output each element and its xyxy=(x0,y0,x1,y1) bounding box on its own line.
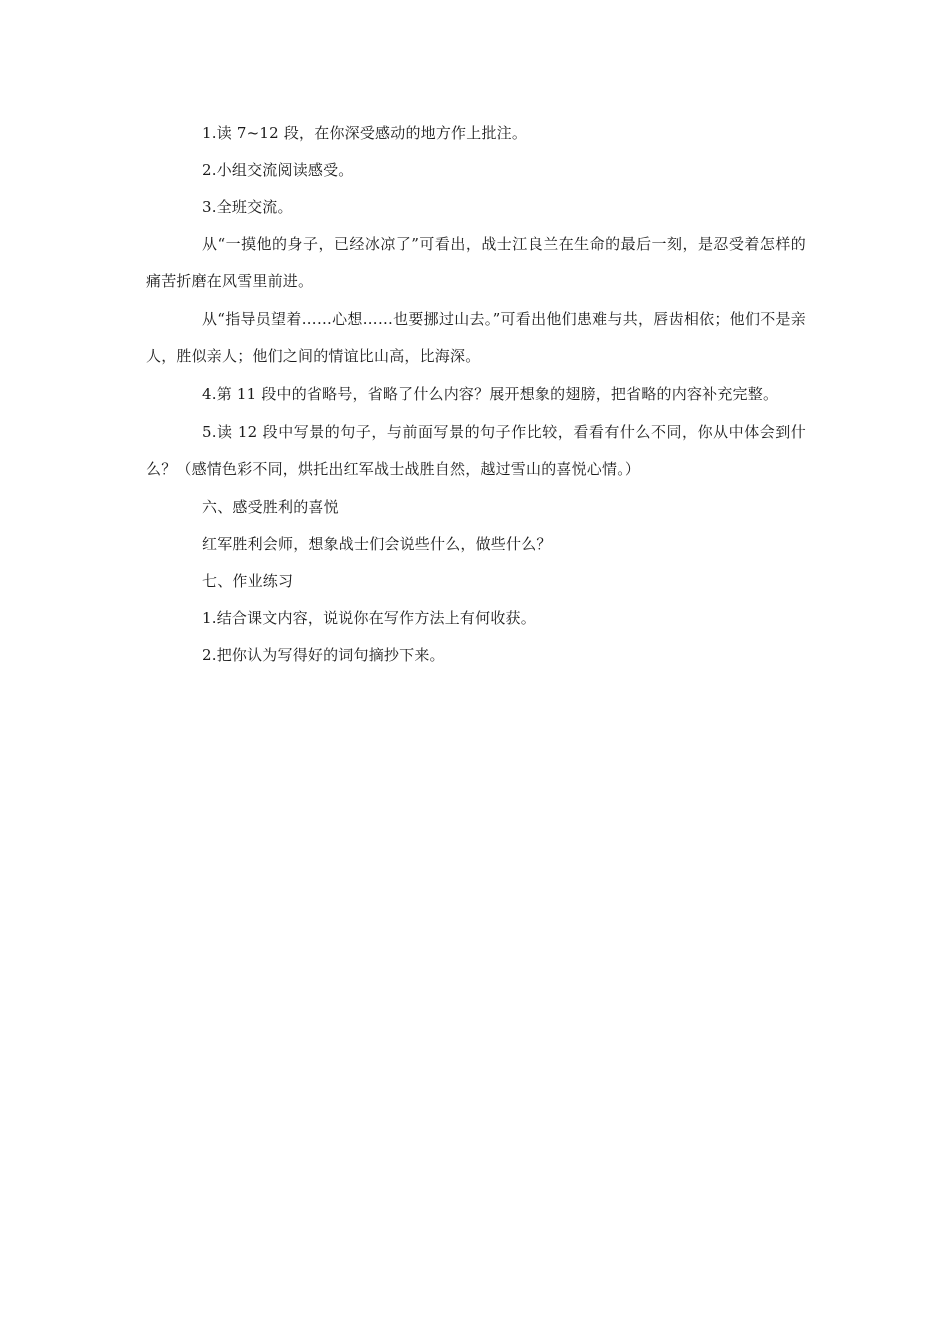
paragraph-task-1: 1.读 7~12 段，在你深受感动的地方作上批注。 xyxy=(202,124,528,142)
paragraph-analysis-2: 从“指导员望着……心想……也要挪过山去。”可看出他们患难与共，唇齿相依；他们不是亲人，胜似亲人；他们之间的情谊比山高，比海深。 xyxy=(146,310,806,365)
paragraph-analysis-1: 从“一摸他的身子，已经冰凉了”可看出，战士江良兰在生命的最后一刻，是忍受着怎样的痛苦折磨在风雪里前进。 xyxy=(146,235,806,290)
section-heading-6: 六、感受胜利的喜悦 xyxy=(202,498,339,516)
paragraph-task-3: 3.全班交流。 xyxy=(202,198,293,216)
paragraph-section-6: 红军胜利会师，想象战士们会说些什么，做些什么？ xyxy=(202,535,552,553)
paragraph-task-5: 5.读 12 段中写景的句子，与前面写景的句子作比较，看看有什么不同，你从中体会到什么？（感情色彩不同，烘托出红军战士战胜自然，越过雪山的喜悦心情。） xyxy=(146,423,806,478)
paragraph-task-2: 2.小组交流阅读感受。 xyxy=(202,161,354,179)
paragraph-task-4: 4.第 11 段中的省略号，省略了什么内容？展开想象的翅膀，把省略的内容补充完整。 xyxy=(202,385,779,403)
section-heading-7: 七、作业练习 xyxy=(202,572,294,590)
paragraph-homework-1: 1.结合课文内容，说说你在写作方法上有何收获。 xyxy=(202,609,536,627)
document-body xyxy=(146,124,806,683)
paragraph-homework-2: 2.把你认为写得好的词句摘抄下来。 xyxy=(202,646,445,664)
